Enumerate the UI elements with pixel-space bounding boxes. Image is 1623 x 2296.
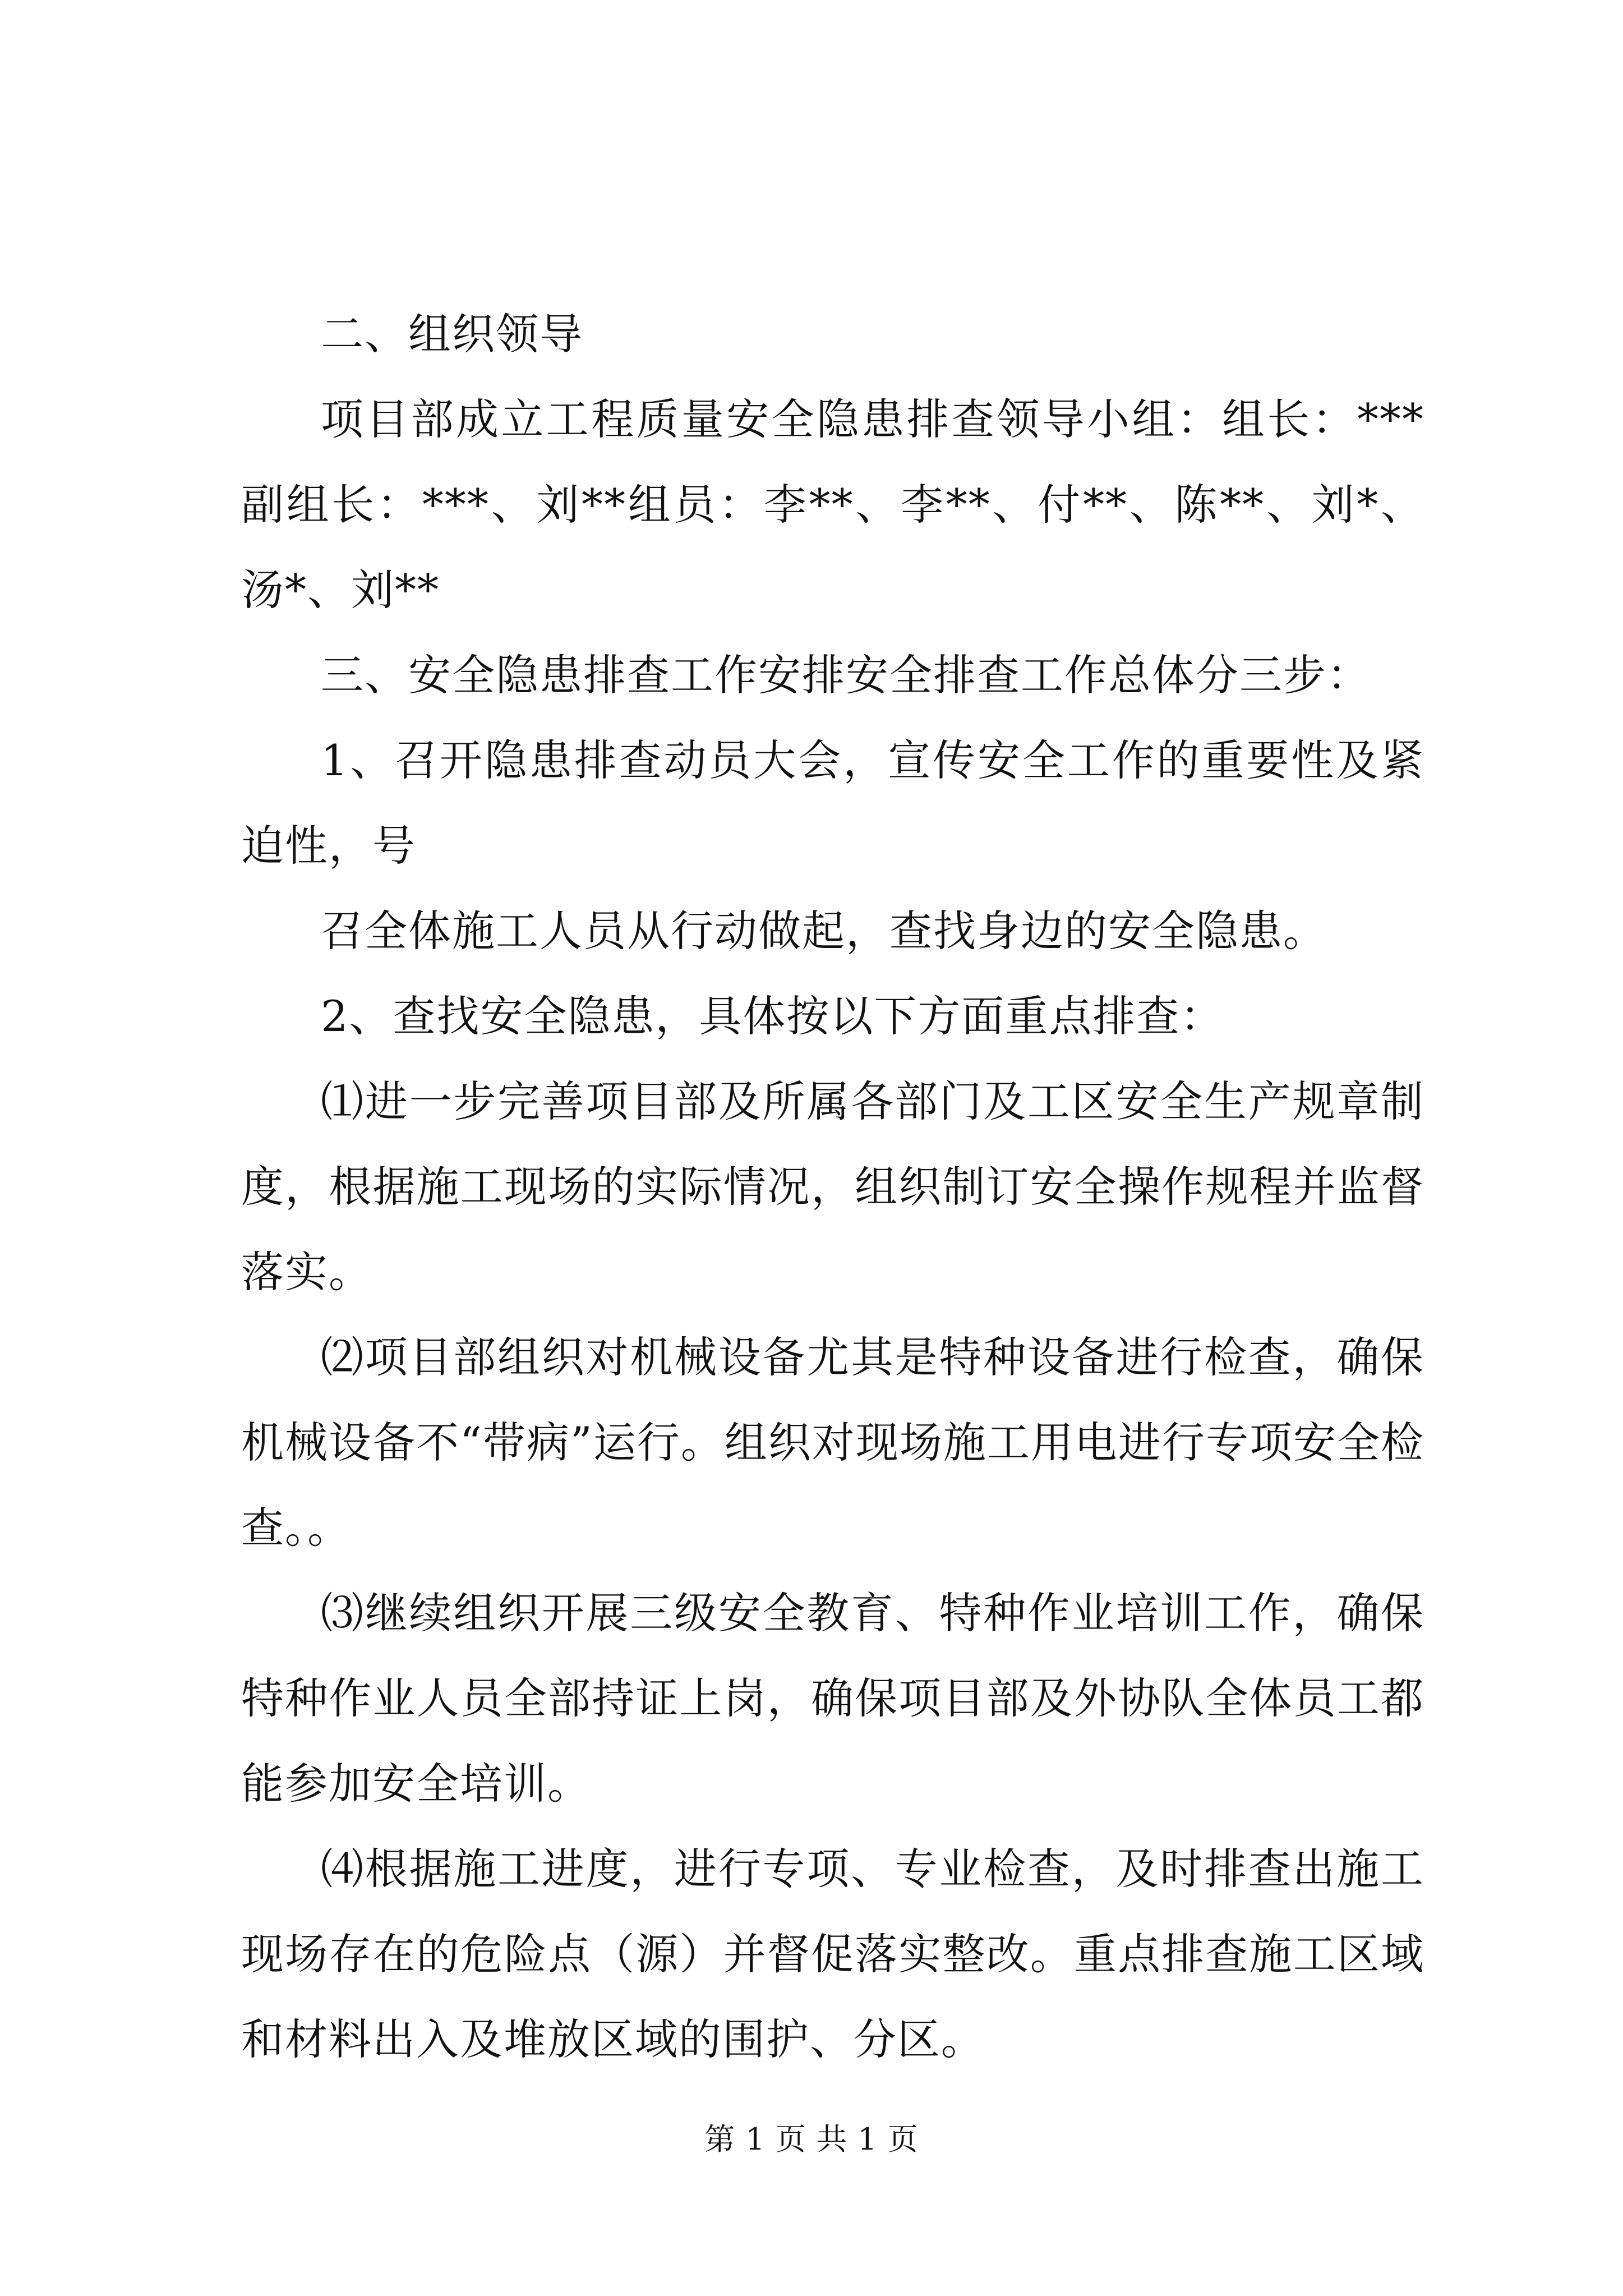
paragraph-step-2: 2、查找安全隐患，具体按以下方面重点排查： (321, 991, 1224, 1041)
paragraph-step-1: 1、召开隐患排查动员大会，宣传安全工作的重要性及紧迫性，号 (241, 735, 1424, 871)
document-body (241, 292, 1424, 2082)
paragraph-leadership-group: 项目部成立工程质量安全隐患排查领导小组：组长：***副组长：***、刘**组员：李**、李**、付**、陈**、刘*、汤*、刘** (241, 394, 1424, 615)
paragraph-step-1-continued: 召全体施工人员从行动做起，查找身边的安全隐患。 (321, 906, 1327, 956)
paragraph-item-1: ⑴进一步完善项目部及所属各部门及工区安全生产规章制度，根据施工现场的实际情况，组织制订安全操作规程并监督落实。 (241, 1076, 1424, 1297)
section-heading-arrangement: 三、安全隐患排查工作安排安全排查工作总体分三步： (321, 650, 1371, 700)
page-footer: 第 1 页 共 1 页 (704, 2122, 919, 2157)
paragraph-item-4: ⑷根据施工进度，进行专项、专业检查，及时排查出施工现场存在的危险点（源）并督促落实整改。重点排查施工区域和材料出入及堆放区域的围护、分区。 (241, 1844, 1424, 2064)
section-heading-organization: 二、组织领导 (321, 309, 583, 359)
paragraph-item-2: ⑵项目部组织对机械设备尤其是特种设备进行检查，确保机械设备不“带病”运行。组织对现场施工用电进行专项安全检查。。 (241, 1332, 1424, 1553)
paragraph-item-3: ⑶继续组织开展三级安全教育、特种作业培训工作，确保特种作业人员全部持证上岗，确保项目部及外协队全体员工都能参加安全培训。 (241, 1588, 1424, 1809)
